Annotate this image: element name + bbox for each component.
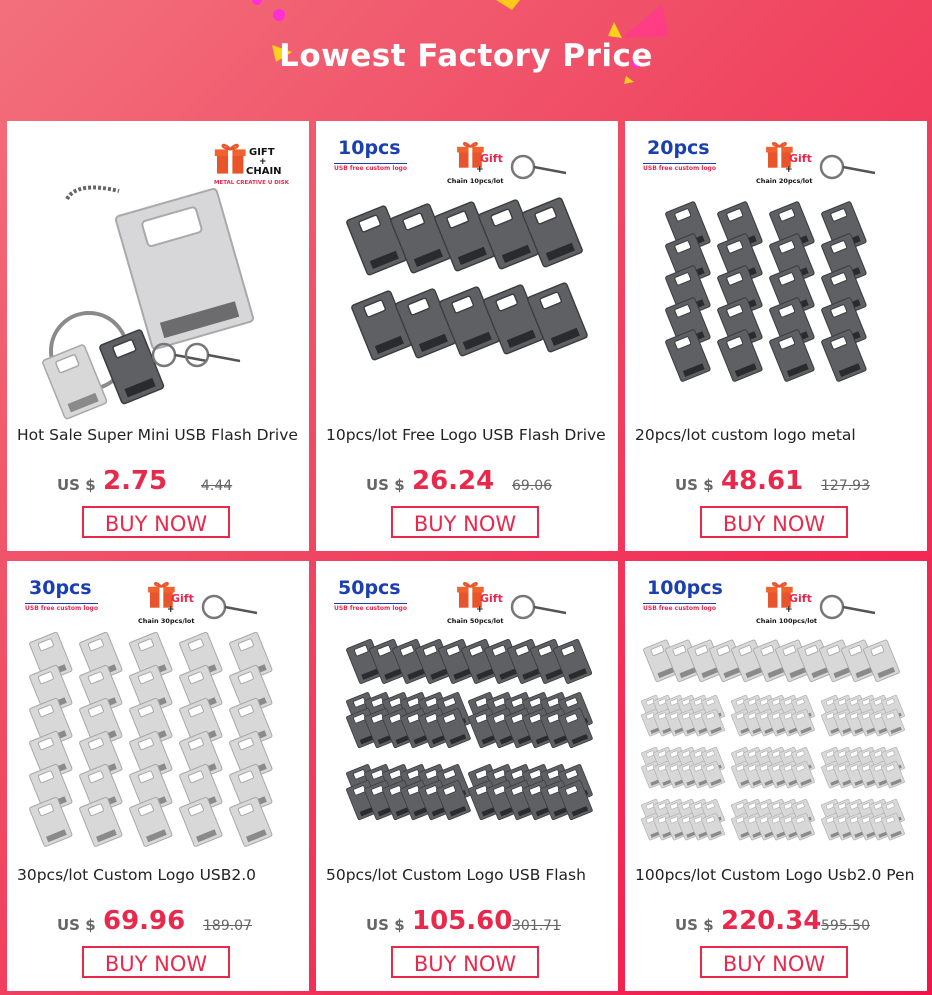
custom-logo-caption: USB free custom logo <box>334 165 407 172</box>
price-row <box>7 906 309 946</box>
key-chain-link-icon <box>67 187 119 199</box>
gift-plus-sign: + <box>476 165 484 175</box>
buy-now-button[interactable]: BUY NOW <box>391 946 539 978</box>
key-chain-link-icon <box>534 607 566 613</box>
header <box>0 0 932 118</box>
price-row <box>625 906 927 946</box>
key-chain-link-icon <box>534 167 566 173</box>
product-title[interactable]: Hot Sale Super Mini USB Flash Drive <box>17 426 298 444</box>
product-title[interactable]: 10pcs/lot Free Logo USB Flash Drive <box>326 426 606 444</box>
gift-plus-sign: + <box>167 605 175 615</box>
quantity-badge: 100pcs <box>647 577 723 599</box>
custom-logo-caption: USB free custom logo <box>334 605 407 612</box>
gift-label: Gift <box>789 152 812 165</box>
key-ring-icon <box>186 344 208 366</box>
gift-label: Gift <box>480 592 503 605</box>
product-card[interactable] <box>625 561 927 991</box>
original-price: 127.93 <box>821 478 870 494</box>
chain-quantity-label: Chain 30pcs/lot <box>138 617 195 625</box>
price-row <box>316 466 618 506</box>
buy-now-button[interactable]: BUY NOW <box>82 946 230 978</box>
product-image[interactable] <box>7 561 309 861</box>
product-image[interactable] <box>316 121 618 421</box>
chain-quantity-label: Chain 20pcs/lot <box>756 177 813 185</box>
key-chain-link-icon <box>208 355 240 361</box>
currency-label: US $ <box>57 476 96 494</box>
key-ring-icon <box>821 596 843 618</box>
currency-label: US $ <box>366 476 405 494</box>
gift-plus-sign: + <box>785 605 793 615</box>
usb-drive-large-icon <box>115 188 254 350</box>
gift-label: GIFT <box>249 147 275 158</box>
sale-price: 26.24 <box>412 466 495 496</box>
quantity-badge: 10pcs <box>338 137 401 159</box>
chain-quantity-label: Chain 100pcs/lot <box>756 617 818 625</box>
currency-label: US $ <box>366 916 405 934</box>
key-chain-link-icon <box>843 167 875 173</box>
gift-plus-sign: + <box>785 165 793 175</box>
product-card[interactable] <box>7 561 309 991</box>
custom-logo-caption: USB free custom logo <box>643 165 716 172</box>
product-title[interactable]: 50pcs/lot Custom Logo USB Flash <box>326 866 586 884</box>
product-image[interactable] <box>625 121 927 421</box>
product-image[interactable] <box>625 561 927 861</box>
product-image[interactable] <box>7 121 309 421</box>
gift-label: Gift <box>789 592 812 605</box>
buy-now-button[interactable]: BUY NOW <box>700 946 848 978</box>
sale-price: 220.34 <box>721 906 822 936</box>
price-row <box>625 466 927 506</box>
key-chain-link-icon <box>843 607 875 613</box>
product-card[interactable] <box>316 561 618 991</box>
product-title[interactable]: 30pcs/lot Custom Logo USB2.0 <box>17 866 257 884</box>
sale-price: 2.75 <box>103 466 168 496</box>
product-title[interactable]: 20pcs/lot custom logo metal <box>635 426 856 444</box>
price-row <box>316 906 618 946</box>
original-price: 595.50 <box>821 918 870 934</box>
gift-label: Gift <box>480 152 503 165</box>
price-row <box>7 466 309 506</box>
chain-quantity-label: Chain 10pcs/lot <box>447 177 504 185</box>
quantity-badge: 30pcs <box>29 577 92 599</box>
product-image[interactable] <box>316 561 618 861</box>
original-price: 189.07 <box>203 918 252 934</box>
key-ring-icon <box>203 596 225 618</box>
chain-quantity-label: Chain 50pcs/lot <box>447 617 504 625</box>
product-card[interactable] <box>7 121 309 551</box>
original-price: 301.71 <box>512 918 561 934</box>
key-ring-icon <box>512 596 534 618</box>
key-chain-link-icon <box>175 355 207 361</box>
chain-label: CHAIN <box>246 166 282 177</box>
product-title[interactable]: 100pcs/lot Custom Logo Usb2.0 Pen <box>635 866 915 884</box>
gift-plus-sign: + <box>476 605 484 615</box>
custom-logo-caption: USB free custom logo <box>643 605 716 612</box>
product-card[interactable] <box>316 121 618 551</box>
sale-price: 69.96 <box>103 906 186 936</box>
gift-box-icon <box>215 145 246 174</box>
original-price: 4.44 <box>201 478 233 494</box>
buy-now-button[interactable]: BUY NOW <box>82 506 230 538</box>
buy-now-button[interactable]: BUY NOW <box>391 506 539 538</box>
currency-label: US $ <box>675 476 714 494</box>
currency-label: US $ <box>675 916 714 934</box>
quantity-badge: 50pcs <box>338 577 401 599</box>
custom-logo-caption: USB free custom logo <box>25 605 98 612</box>
gift-plus-sign: + <box>259 157 267 167</box>
sale-price: 105.60 <box>412 906 513 936</box>
original-price: 69.06 <box>512 478 553 494</box>
key-ring-icon <box>512 156 534 178</box>
sale-price: 48.61 <box>721 466 804 496</box>
product-card[interactable] <box>625 121 927 551</box>
quantity-badge: 20pcs <box>647 137 710 159</box>
gift-label: Gift <box>171 592 194 605</box>
currency-label: US $ <box>57 916 96 934</box>
buy-now-button[interactable]: BUY NOW <box>700 506 848 538</box>
page-title: Lowest Factory Price <box>279 38 653 74</box>
key-chain-link-icon <box>225 607 257 613</box>
key-ring-icon <box>821 156 843 178</box>
product-caption: METAL CREATIVE U DISK <box>214 180 290 186</box>
